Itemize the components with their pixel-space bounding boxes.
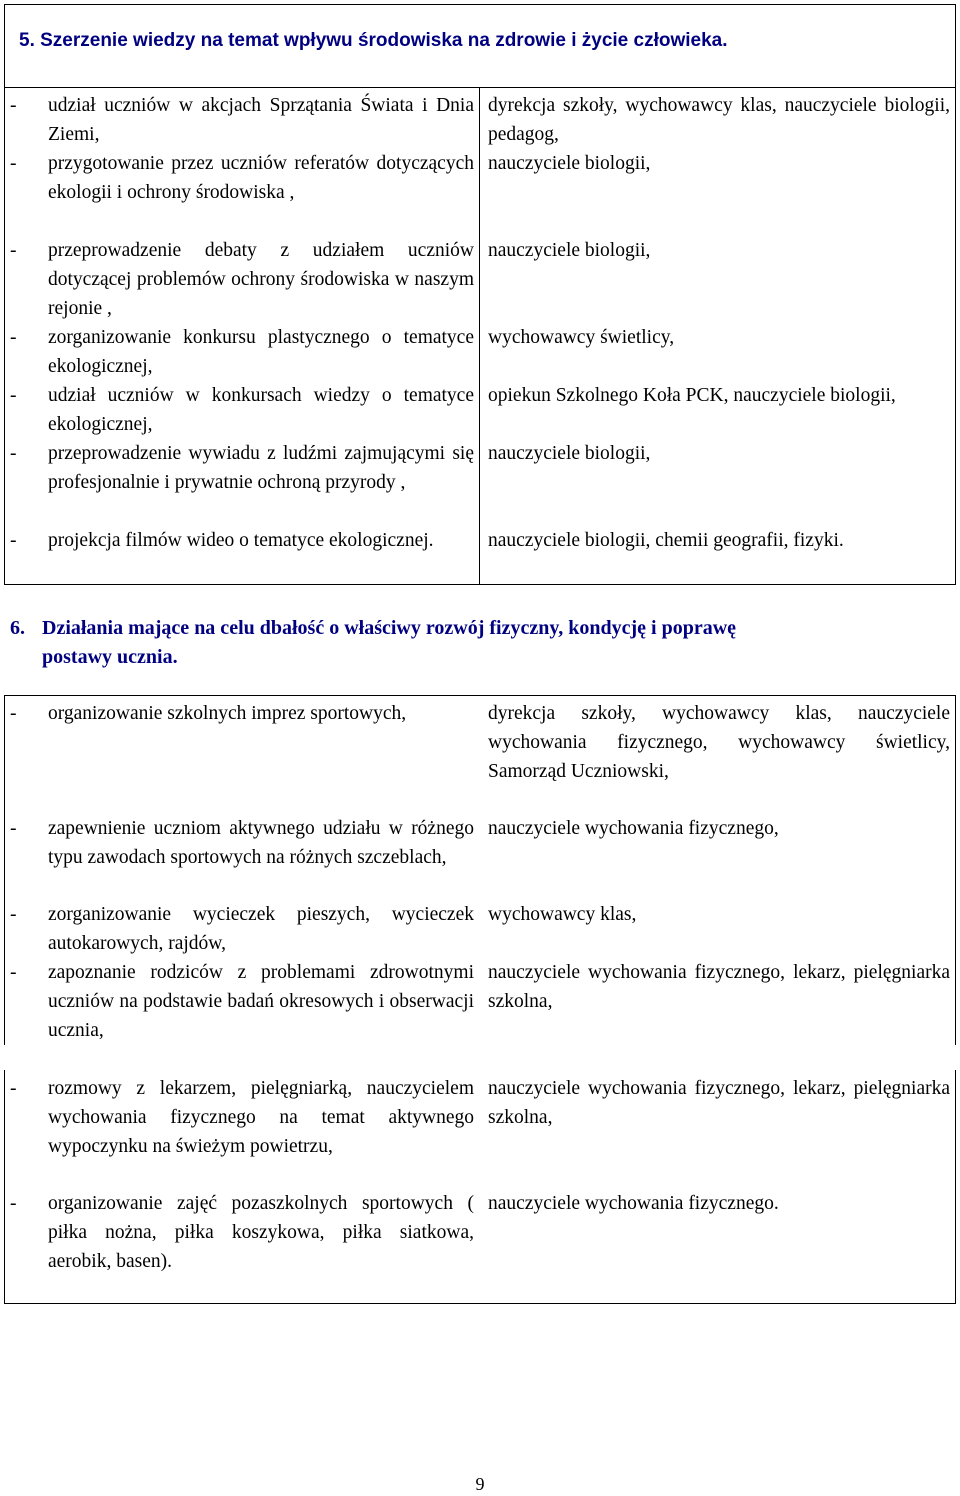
section6-heading xyxy=(10,614,940,672)
responsible-text: nauczyciele wychowania fizycznego, lekarz, pielęgniarka szkolna, xyxy=(488,962,950,1012)
responsible-text: dyrekcja szkoły, wychowawcy klas, nauczyciele wychowania fizycznego, wychowawcy świetlicy, Samorząd Uczniowski, xyxy=(488,703,950,782)
section5-header xyxy=(4,4,956,88)
task-text: zapewnienie uczniom aktywnego udziału w różnego typu zawodach sportowych na różnych szczeblach, xyxy=(48,818,474,868)
section6-title-line2: postawy ucznia. xyxy=(42,646,178,668)
section6-number: 6. xyxy=(10,617,25,639)
responsible-text: nauczyciele biologii, chemii geografii, fizyki. xyxy=(488,530,844,551)
responsible-text: wychowawcy świetlicy, xyxy=(488,327,675,348)
responsible-text: nauczyciele biologii, xyxy=(488,443,651,464)
task-text: udział uczniów w akcjach Sprzątania Świata i Dnia Ziemi, xyxy=(48,95,474,145)
responsible-text: wychowawcy klas, xyxy=(488,904,637,925)
task-text: zapoznanie rodziców z problemami zdrowotnymi uczniów na podstawie badań okresowych i obserwacji ucznia, xyxy=(48,962,474,1041)
responsible-text: nauczyciele biologii, xyxy=(488,240,651,261)
task-text: przeprowadzenie debaty z udziałem uczniów dotyczącej problemów ochrony środowiska w naszym rejonie , xyxy=(48,240,474,319)
page-number: 9 xyxy=(475,1474,485,1494)
task-text: organizowanie zajęć pozaszkolnych sportowych ( piłka nożna, piłka koszykowa, piłka siatkowa, aerobik, basen). xyxy=(48,1193,474,1272)
responsible-text: nauczyciele biologii, xyxy=(488,153,651,174)
task-text: projekcja filmów wideo o tematyce ekologicznej. xyxy=(48,530,434,551)
section5-title: 5. Szerzenie wiedzy na temat wpływu środowiska na zdrowie i życie człowieka. xyxy=(19,30,728,51)
task-text: udział uczniów w konkursach wiedzy o tematyce ekologicznej, xyxy=(48,385,474,435)
responsible-text: dyrekcja szkoły, wychowawcy klas, nauczyciele biologii, pedagog, xyxy=(488,95,950,145)
responsible-text: nauczyciele wychowania fizycznego. xyxy=(488,1193,779,1214)
task-text: rozmowy z lekarzem, pielęgniarką, nauczycielem wychowania fizycznego na temat aktywnego wypoczynku na świeżym powietrzu, xyxy=(48,1078,474,1157)
task-text: przeprowadzenie wywiadu z ludźmi zajmującymi się profesjonalnie i prywatnie ochroną przyrody , xyxy=(48,443,474,493)
responsible-text: nauczyciele wychowania fizycznego, lekarz, pielęgniarka szkolna, xyxy=(488,1078,950,1128)
responsible-text: nauczyciele wychowania fizycznego, xyxy=(488,818,779,839)
task-text: zorganizowanie wycieczek pieszych, wycieczek autokarowych, rajdów, xyxy=(48,904,474,954)
section6-title-line1: Działania mające na celu dbałość o właściwy rozwój fizyczny, kondycję i poprawę xyxy=(42,617,737,639)
task-text: organizowanie szkolnych imprez sportowych, xyxy=(48,703,407,724)
column-divider xyxy=(479,88,480,584)
task-text: przygotowanie przez uczniów referatów dotyczących ekologii i ochrony środowiska , xyxy=(48,153,474,203)
task-text: zorganizowanie konkursu plastycznego o tematyce ekologicznej, xyxy=(48,327,474,377)
responsible-text: opiekun Szkolnego Koła PCK, nauczyciele biologii, xyxy=(488,385,896,406)
